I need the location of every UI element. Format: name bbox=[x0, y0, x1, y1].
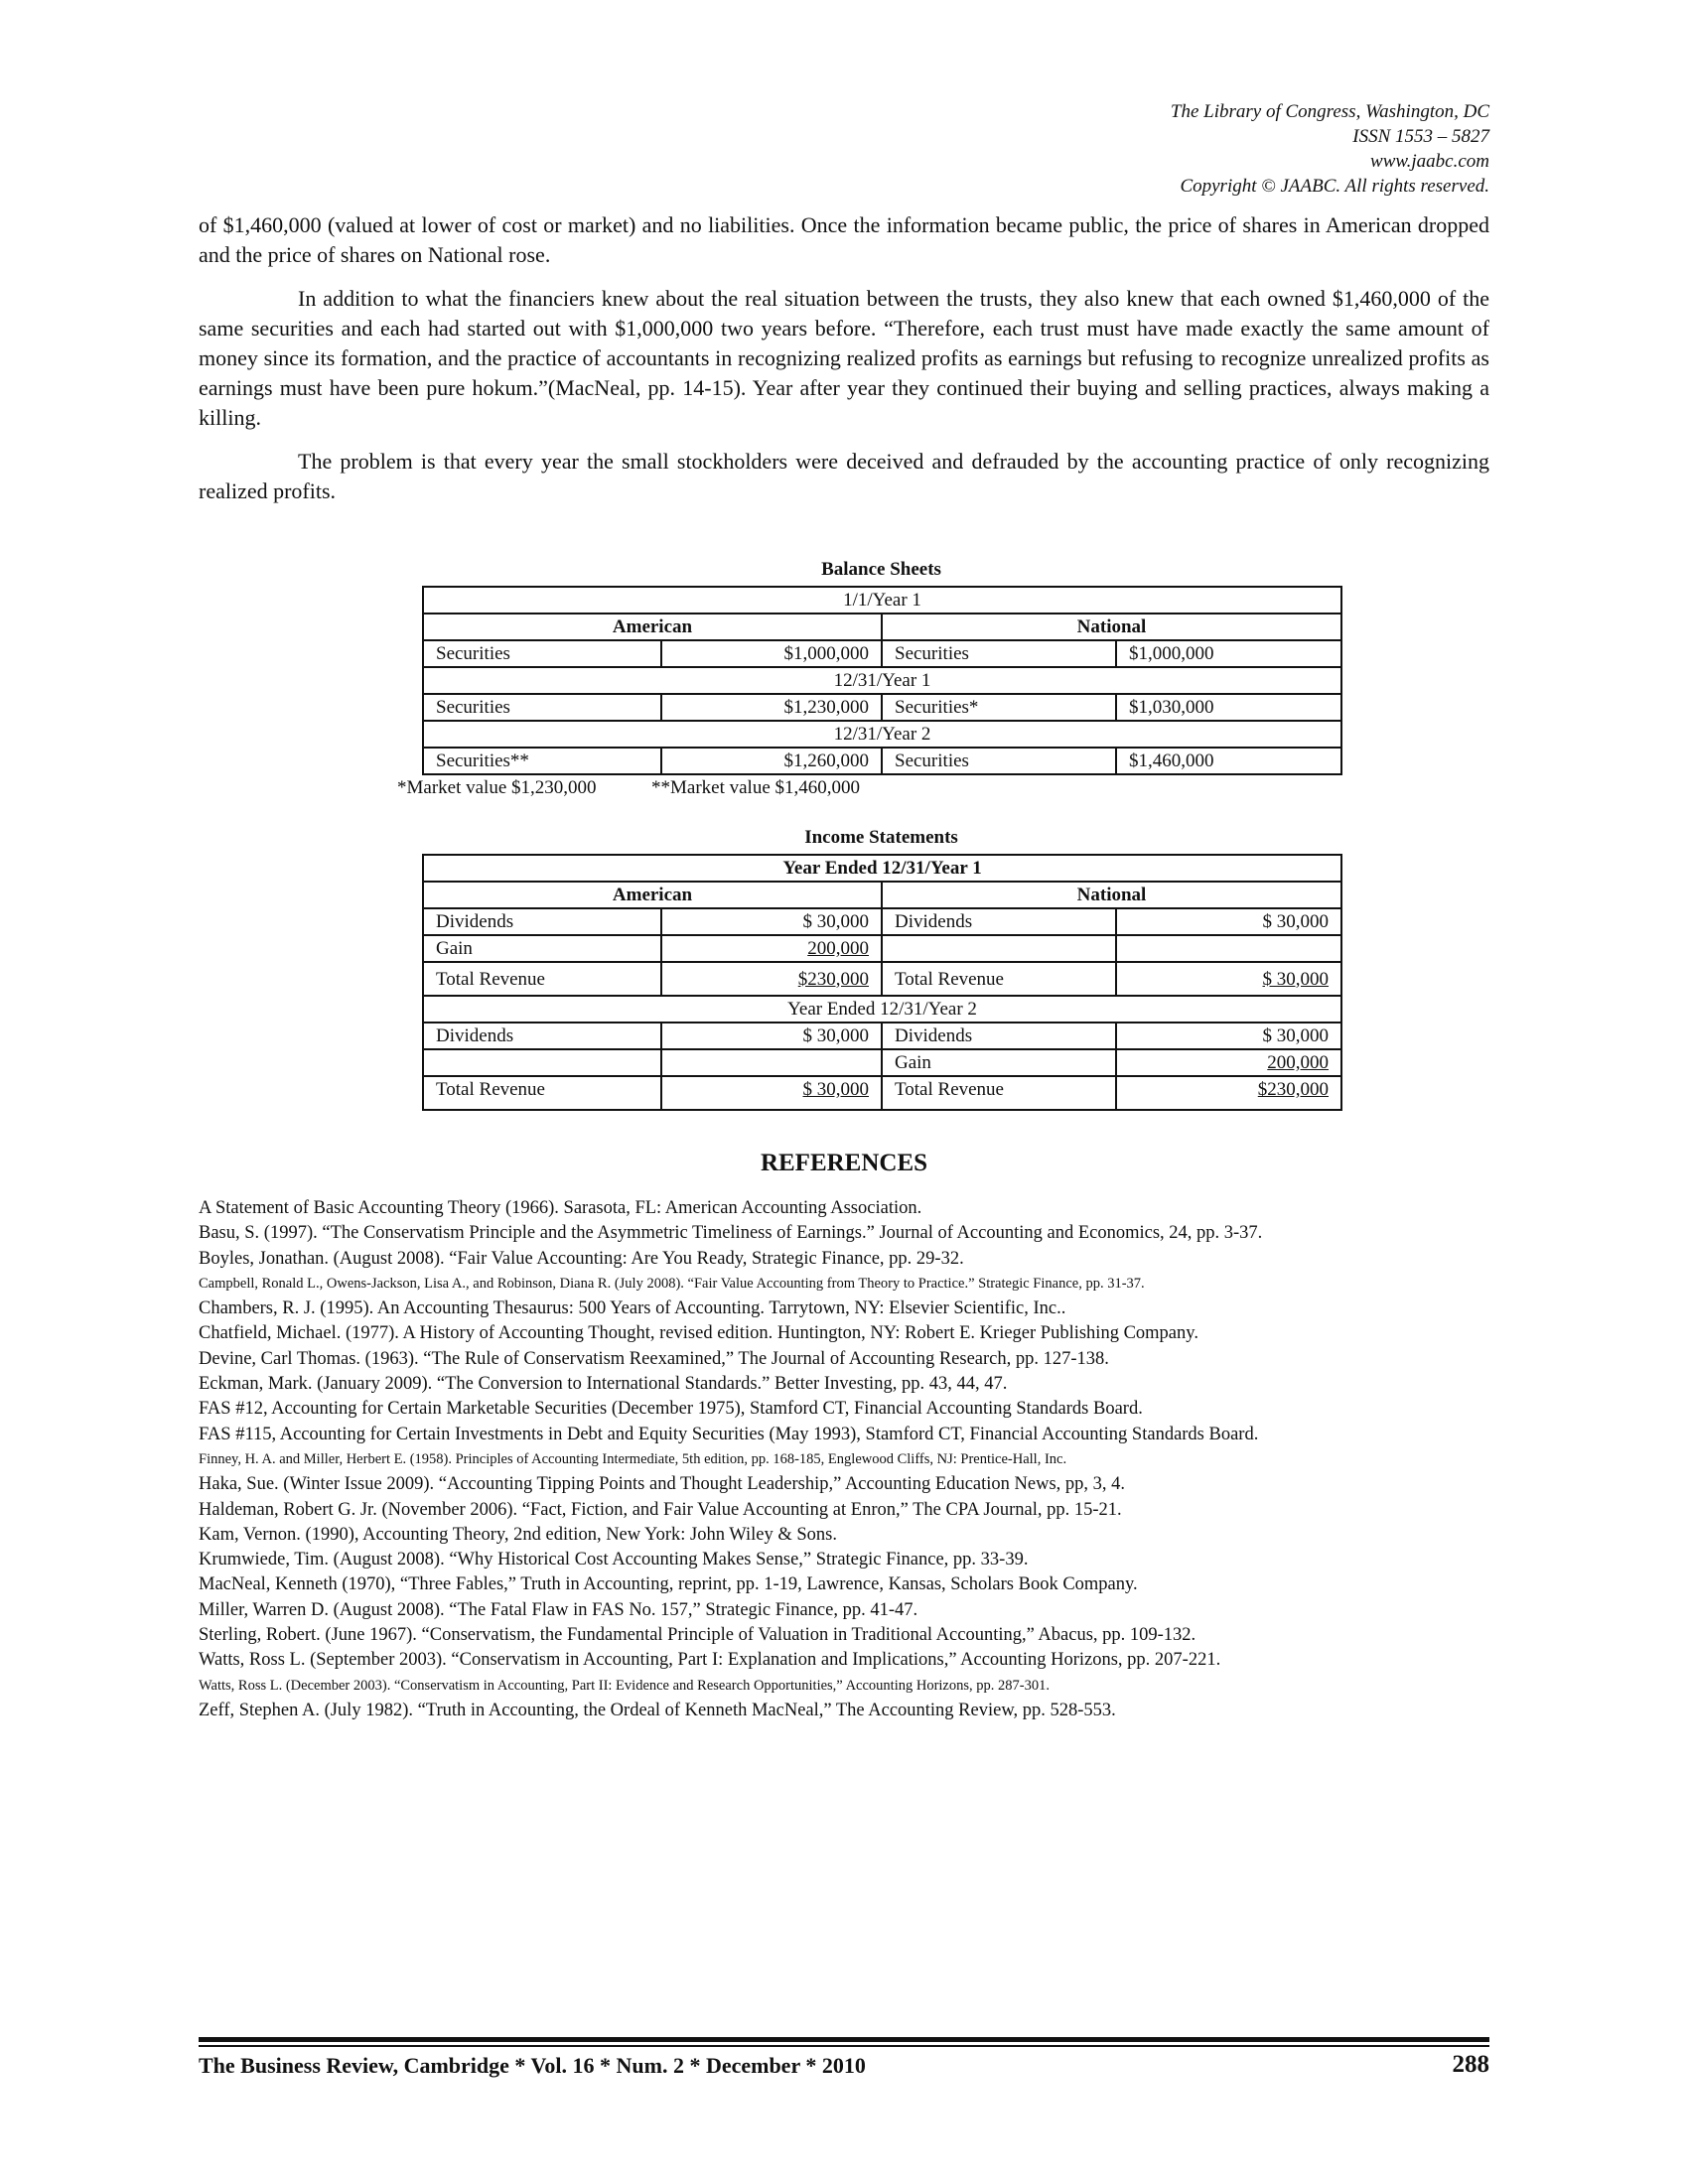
table-cell bbox=[423, 1049, 661, 1076]
table-cell: Securities** bbox=[423, 748, 661, 774]
reference-item: Krumwiede, Tim. (August 2008). “Why Historical Cost Accounting Makes Sense,” Strategic Finance, pp. 33-39. bbox=[199, 1550, 1029, 1570]
table-cell bbox=[1116, 1049, 1341, 1076]
reference-item: Watts, Ross L. (September 2003). “Conservatism in Accounting, Part I: Explanation and Implications,” Accounting Horizons, pp. 207-221. bbox=[199, 1650, 1221, 1671]
reference-item: A Statement of Basic Accounting Theory (1966). Sarasota, FL: American Accounting Association. bbox=[199, 1198, 922, 1218]
american-header: American bbox=[423, 614, 882, 640]
table-cell: Total Revenue bbox=[882, 962, 1116, 996]
reference-item: Kam, Vernon. (1990), Accounting Theory, 2nd edition, New York: John Wiley & Sons. bbox=[199, 1524, 837, 1545]
paragraph-2: In addition to what the financiers knew about the real situation between the trusts, they also knew that each owned $1,460,000 of the same securities and each had started out with $1,000,000 two years before. “Therefore, each trust must have made exactly the same amount of money since its formation, and the practice of accountants in recognizing realized profits as earnings but refusing to recognize unrealized profits as earnings must have been pure hokum.”(MacNeal, pp. 14-15). Year after year they continued their buying and selling practices, always making a killing. bbox=[199, 286, 1489, 430]
table-row bbox=[423, 694, 1341, 721]
table-row bbox=[423, 908, 1341, 935]
reference-item: Basu, S. (1997). “The Conservatism Principle and the Asymmetric Timeliness of Earnings.” Journal of Accounting and Economics, 24, pp. 3-37. bbox=[199, 1223, 1263, 1244]
table-cell: $ 30,000 bbox=[661, 908, 882, 935]
table-row bbox=[423, 721, 1341, 748]
table-row bbox=[423, 640, 1341, 667]
period-header: Year Ended 12/31/Year 1 bbox=[423, 855, 1341, 882]
reference-item: Eckman, Mark. (January 2009). “The Conversion to International Standards.” Better Investing, pp. 43, 44, 47. bbox=[199, 1374, 1008, 1395]
cell-value: $ 30,000 bbox=[1262, 968, 1330, 990]
table-cell: Total Revenue bbox=[882, 1076, 1116, 1110]
header-copyright: Copyright © JAABC. All rights reserved. bbox=[1180, 176, 1489, 197]
market-value-note-1: *Market value $1,230,000 bbox=[397, 777, 597, 798]
table-row bbox=[423, 748, 1341, 774]
table-cell: Securities bbox=[423, 640, 661, 667]
table-cell: $1,030,000 bbox=[1116, 694, 1341, 721]
reference-item: Boyles, Jonathan. (August 2008). “Fair Value Accounting: Are You Ready, Strategic Finance, pp. 29-32. bbox=[199, 1248, 964, 1269]
table-cell: $1,230,000 bbox=[661, 694, 882, 721]
references-list bbox=[199, 1196, 1509, 1723]
period-header: 12/31/Year 2 bbox=[423, 721, 1341, 748]
table-cell bbox=[661, 962, 882, 996]
article-body bbox=[199, 210, 1489, 520]
table-row bbox=[423, 855, 1341, 882]
table-cell: Total Revenue bbox=[423, 1076, 661, 1110]
table-cell: Dividends bbox=[423, 1023, 661, 1049]
balance-sheets-title: Balance Sheets bbox=[821, 559, 941, 580]
table-row bbox=[423, 614, 1341, 640]
table-cell: Gain bbox=[423, 935, 661, 962]
reference-item: Devine, Carl Thomas. (1963). “The Rule of Conservatism Reexamined,” The Journal of Accounting Research, pp. 127-138. bbox=[199, 1348, 1109, 1369]
table-cell bbox=[661, 935, 882, 962]
reference-item: FAS #115, Accounting for Certain Investments in Debt and Equity Securities (May 1993), Stamford CT, Financial Accounting Standards Board. bbox=[199, 1424, 1259, 1444]
american-header: American bbox=[423, 882, 882, 908]
table-cell: Securities bbox=[423, 694, 661, 721]
income-statements-table bbox=[422, 854, 1342, 1111]
table-row bbox=[423, 962, 1341, 996]
table-cell: $ 30,000 bbox=[1116, 908, 1341, 935]
reference-item: Chatfield, Michael. (1977). A History of Accounting Thought, revised edition. Huntington, NY: Robert E. Krieger Publishing Company. bbox=[199, 1323, 1198, 1344]
reference-item: Campbell, Ronald L., Owens-Jackson, Lisa A., and Robinson, Diana R. (July 2008). “Fair Value Accounting from Theory to Practice.” Strategic Finance, pp. 31-37. bbox=[199, 1275, 1145, 1292]
period-header: 12/31/Year 1 bbox=[423, 667, 1341, 694]
table-row bbox=[423, 1076, 1341, 1110]
table-cell: $1,000,000 bbox=[1116, 640, 1341, 667]
table-row bbox=[423, 935, 1341, 962]
cell-value: $230,000 bbox=[1257, 1079, 1330, 1100]
table-cell: Dividends bbox=[882, 1023, 1116, 1049]
table-cell bbox=[1116, 962, 1341, 996]
reference-item: FAS #12, Accounting for Certain Marketable Securities (December 1975), Stamford CT, Financial Accounting Standards Board. bbox=[199, 1399, 1143, 1420]
table-cell bbox=[1116, 935, 1341, 962]
cell-value: $ 30,000 bbox=[802, 1079, 869, 1100]
table-cell: $ 30,000 bbox=[661, 1023, 882, 1049]
table-cell: $ 30,000 bbox=[1116, 1023, 1341, 1049]
balance-sheets-table bbox=[422, 586, 1342, 775]
references-heading: REFERENCES bbox=[760, 1150, 928, 1176]
cell-value: $230,000 bbox=[797, 968, 869, 990]
header-website: www.jaabc.com bbox=[1370, 151, 1489, 172]
page-number: 288 bbox=[1452, 2051, 1489, 2078]
table-cell bbox=[882, 935, 1116, 962]
table-cell: Gain bbox=[882, 1049, 1116, 1076]
table-cell: $1,260,000 bbox=[661, 748, 882, 774]
reference-item: Miller, Warren D. (August 2008). “The Fatal Flaw in FAS No. 157,” Strategic Finance, pp. 41-47. bbox=[199, 1599, 918, 1620]
table-row bbox=[423, 996, 1341, 1023]
reference-item: Sterling, Robert. (June 1967). “Conservatism, the Fundamental Principle of Valuation in Traditional Accounting,” Abacus, pp. 109-132. bbox=[199, 1625, 1196, 1646]
table-cell bbox=[661, 1076, 882, 1110]
reference-item: Finney, H. A. and Miller, Herbert E. (1958). Principles of Accounting Intermediate, 5th edition, pp. 168-185, Englewood Cliffs, NJ: Prentice-Hall, Inc. bbox=[199, 1450, 1067, 1467]
national-header: National bbox=[882, 882, 1341, 908]
footer-divider bbox=[199, 2037, 1489, 2042]
paragraph-1: of $1,460,000 (valued at lower of cost or market) and no liabilities. Once the information became public, the price of shares in American dropped and the price of shares on National rose. bbox=[199, 212, 1489, 267]
period-header: Year Ended 12/31/Year 2 bbox=[423, 996, 1341, 1023]
table-cell: Securities bbox=[882, 748, 1116, 774]
cell-value: 200,000 bbox=[807, 938, 869, 959]
period-header: 1/1/Year 1 bbox=[423, 587, 1341, 614]
reference-item: Watts, Ross L. (December 2003). “Conservatism in Accounting, Part II: Evidence and Research Opportunities,” Accounting Horizons, pp. 287-301. bbox=[199, 1677, 1050, 1694]
table-cell: $1,460,000 bbox=[1116, 748, 1341, 774]
paragraph-3: The problem is that every year the small stockholders were deceived and defrauded by the accounting practice of only recognizing realized profits. bbox=[199, 449, 1489, 503]
table-cell: Securities bbox=[882, 640, 1116, 667]
table-cell: Dividends bbox=[423, 908, 661, 935]
table-cell: Dividends bbox=[882, 908, 1116, 935]
table-row bbox=[423, 1023, 1341, 1049]
header-library: The Library of Congress, Washington, DC bbox=[1170, 101, 1489, 122]
footer-journal: The Business Review, Cambridge * Vol. 16 * Num. 2 * December * 2010 bbox=[199, 2053, 866, 2078]
table-cell bbox=[661, 1049, 882, 1076]
reference-item: Haka, Sue. (Winter Issue 2009). “Accounting Tipping Points and Thought Leadership,” Accounting Education News, pp, 3, 4. bbox=[199, 1474, 1126, 1495]
header-issn: ISSN 1553 – 5827 bbox=[1352, 126, 1489, 147]
table-cell: Securities* bbox=[882, 694, 1116, 721]
footer-divider bbox=[199, 2045, 1489, 2047]
reference-item: MacNeal, Kenneth (1970), “Three Fables,” Truth in Accounting, reprint, pp. 1-19, Lawrence, Kansas, Scholars Book Company. bbox=[199, 1574, 1138, 1595]
table-row bbox=[423, 667, 1341, 694]
table-cell: $1,000,000 bbox=[661, 640, 882, 667]
journal-header bbox=[1171, 99, 1489, 199]
reference-item: Zeff, Stephen A. (July 1982). “Truth in Accounting, the Ordeal of Kenneth MacNeal,” The Accounting Review, pp. 528-553. bbox=[199, 1700, 1116, 1720]
income-statements-title: Income Statements bbox=[804, 827, 958, 848]
reference-item: Haldeman, Robert G. Jr. (November 2006). “Fact, Fiction, and Fair Value Accounting at Enron,” The CPA Journal, pp. 15-21. bbox=[199, 1499, 1122, 1520]
market-value-note-2: **Market value $1,460,000 bbox=[651, 777, 861, 798]
reference-item: Chambers, R. J. (1995). An Accounting Thesaurus: 500 Years of Accounting. Tarrytown, NY: Elsevier Scientific, Inc.. bbox=[199, 1298, 1066, 1319]
table-row bbox=[423, 1049, 1341, 1076]
cell-value: 200,000 bbox=[1267, 1052, 1330, 1073]
table-row bbox=[423, 882, 1341, 908]
table-cell bbox=[1116, 1076, 1341, 1110]
table-row bbox=[423, 587, 1341, 614]
table-cell: Total Revenue bbox=[423, 962, 661, 996]
national-header: National bbox=[882, 614, 1341, 640]
